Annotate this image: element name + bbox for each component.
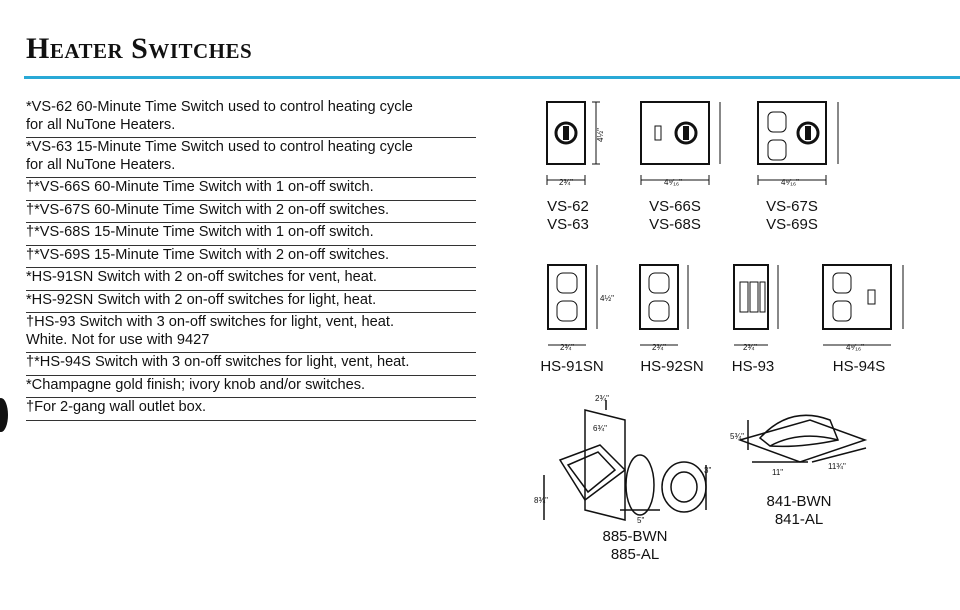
hs-91sn-plate-diagram	[548, 265, 597, 345]
list-item-line: White. Not for use with 9427	[26, 331, 210, 348]
dim-hs92sn-width: 2¾"	[652, 343, 666, 352]
list-item-line: †*VS-67S 60-Minute Time Switch with 2 on-off switches.	[26, 201, 390, 218]
list-item-line: †*VS-69S 15-Minute Time Switch with 2 on-off switches.	[26, 246, 390, 263]
dim-hs93-width: 2¾"	[743, 343, 757, 352]
dim-885-top: 2¾"	[595, 394, 609, 403]
dim-885-angle: 6¾"	[593, 424, 607, 433]
dim-841-width: 11"	[772, 468, 784, 477]
caption-885: 885-BWN 885-AL	[602, 528, 668, 563]
list-item-line: *HS-91SN Switch with 2 on-off switches for vent, heat.	[26, 269, 377, 285]
dim-885-height: 8¾"	[534, 496, 548, 505]
dim-885-depth: 5"	[637, 516, 645, 525]
caption-vs-67s: VS-67S VS-69S	[766, 198, 818, 233]
caption-vs-66s: VS-66S VS-68S	[649, 198, 701, 233]
caption-hs-92sn: HS-92SN	[640, 358, 704, 375]
list-item-line: †HS-93 Switch with 3 on-off switches for light, vent, heat.	[26, 314, 394, 330]
list-item-line: for all NuTone Heaters.	[26, 156, 176, 173]
hs-94s-plate-diagram	[823, 265, 903, 345]
caption-hs-91sn: HS-91SN	[540, 358, 604, 375]
list-item-line: *VS-62 60-Minute Time Switch used to control heating cycle	[26, 99, 413, 115]
caption-hs-93: HS-93	[731, 358, 775, 375]
dim-vs62-width: 2¾"	[559, 178, 573, 187]
list-item-line: †*VS-66S 60-Minute Time Switch with 1 on-off switch.	[26, 179, 374, 195]
hs-92sn-plate-diagram	[640, 265, 688, 345]
dim-vs62-height: 4½"	[595, 128, 605, 142]
dim-841-height: 5¾"	[730, 432, 744, 441]
dim-vs67s-width: 4⁹⁄₁₆"	[781, 178, 799, 187]
list-item-line: †*VS-68S 15-Minute Time Switch with 1 on-off switch.	[26, 224, 374, 240]
dim-vs66s-width: 4⁹⁄₁₆"	[664, 178, 682, 187]
dim-hs91sn-height: 4½"	[600, 294, 614, 303]
hs-93-plate-diagram	[734, 265, 778, 345]
885-wall-cap-diagram	[544, 400, 706, 520]
list-item-line: *VS-63 15-Minute Time Switch used to control heating cycle	[26, 139, 413, 155]
page-title: Heater Switches	[26, 32, 253, 65]
841-roof-cap-diagram	[740, 415, 866, 462]
dim-hs91sn-width: 2¾"	[560, 343, 574, 352]
list-item-line: †*HS-94S Switch with 3 on-off switches for light, vent, heat.	[26, 354, 410, 370]
list-item-line: *Champagne gold finish; ivory knob and/or switches.	[26, 376, 366, 393]
dim-885-collar: 3"	[704, 466, 712, 475]
vs-66s-plate-diagram	[641, 102, 720, 185]
caption-hs-94s: HS-94S	[832, 358, 886, 375]
list-item-line: for all NuTone Heaters.	[26, 116, 176, 133]
caption-841: 841-BWN 841-AL	[766, 493, 832, 528]
dim-hs94s-width: 4⁹⁄₁₆"	[846, 343, 864, 352]
vs-67s-plate-diagram	[758, 102, 838, 185]
vs-62-plate-diagram	[547, 102, 600, 185]
dim-841-depth: 11¾"	[828, 462, 846, 471]
list-item-line: *HS-92SN Switch with 2 on-off switches for light, heat.	[26, 291, 377, 308]
list-item-line: †For 2-gang wall outlet box.	[26, 399, 207, 415]
caption-vs-62: VS-62 VS-63	[547, 198, 589, 233]
